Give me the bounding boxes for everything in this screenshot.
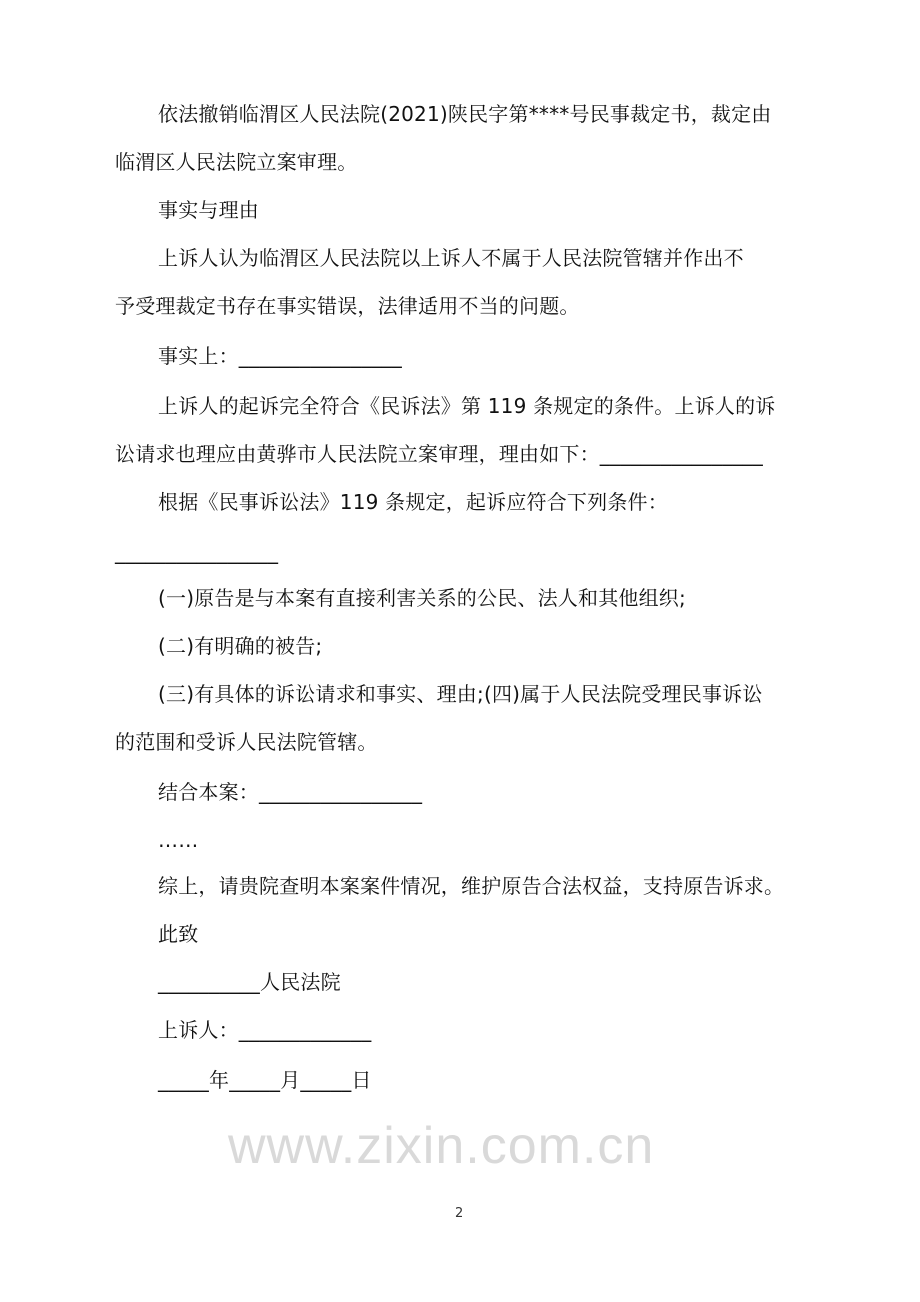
watermark: www.zixin.com.cn (228, 1117, 655, 1175)
paragraph-line: 临渭区人民法院立案审理。 (115, 150, 358, 174)
page-number: 2 (455, 1206, 464, 1221)
list-item: (二)有明确的被告; (158, 634, 323, 658)
appellant-signature: 上诉人：_____________ (158, 1018, 372, 1042)
paragraph-line: 综上，请贵院查明本案案件情况，维护原告合法权益，支持原告诉求。 (158, 874, 785, 898)
paragraph-line: 结合本案：________________ (158, 780, 423, 804)
closing-salutation: 此致 (158, 922, 199, 946)
blank-line: ________________ (115, 540, 279, 564)
paragraph-line: 上诉人认为临渭区人民法院以上诉人不属于人民法院管辖并作出不 (158, 246, 744, 270)
paragraph-line: 予受理裁定书存在事实错误，法律适用不当的问题。 (115, 294, 580, 318)
paragraph-line: 根据《民事诉讼法》119 条规定，起诉应符合下列条件： (158, 490, 668, 514)
paragraph-line: 上诉人的起诉完全符合《民诉法》第 119 条规定的条件。上诉人的诉 (158, 394, 776, 418)
court-recipient: __________人民法院 (158, 970, 341, 994)
paragraph-line: 讼请求也理应由黄骅市人民法院立案审理，理由如下：________________ (115, 442, 763, 466)
list-item: (三)有具体的诉讼请求和事实、理由;(四)属于人民法院受理民事诉讼 (158, 682, 763, 706)
paragraph-line: 的范围和受诉人民法院管辖。 (115, 730, 378, 754)
ellipsis: …… (158, 828, 199, 852)
paragraph-line: 依法撤销临渭区人民法院(2021)陕民字第****号民事裁定书，裁定由 (158, 102, 772, 126)
paragraph-line: 事实上：________________ (158, 344, 402, 368)
section-heading: 事实与理由 (158, 198, 259, 222)
list-item: (一)原告是与本案有直接利害关系的公民、法人和其他组织; (158, 586, 686, 610)
date-line: _____年_____月_____日 (158, 1068, 372, 1092)
